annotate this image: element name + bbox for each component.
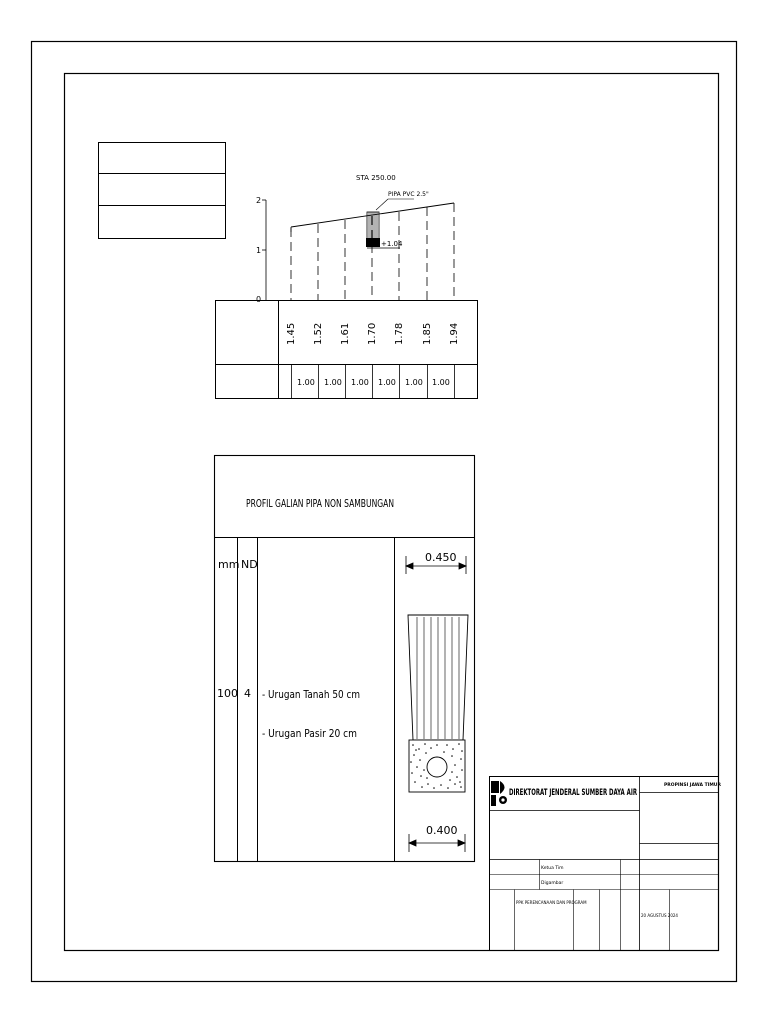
depth-label: 1.52 [313, 322, 324, 345]
depth-label: 1.85 [422, 322, 433, 345]
station-lines [291, 203, 454, 300]
depth-label: 1.70 [367, 322, 378, 345]
top-width-label: 0.450 [425, 551, 457, 564]
distance-labels [297, 378, 450, 387]
pipe-label: PIPA PVC 2.5" [388, 191, 429, 198]
bottom-width-label: 0.400 [426, 824, 458, 837]
province-name: PROPINSI JAWA TIMUR [664, 783, 721, 788]
row1-label: Ketua Tim [541, 866, 564, 871]
row2-label: Digambar [541, 881, 564, 886]
station-label: STA 250.00 [356, 174, 396, 182]
agency-name: DIREKTORAT JENDERAL SUMBER DAYA AIR [509, 788, 638, 798]
nd-value: 4 [244, 687, 251, 700]
level-label: +1.04 [381, 240, 403, 248]
section-title: PROFIL GALIAN PIPA NON SAMBUNGAN [246, 497, 394, 510]
depth-labels [286, 323, 460, 345]
depth-label: 1.45 [286, 322, 297, 345]
pipe-circle [427, 757, 447, 777]
depth-label: 1.61 [340, 322, 351, 345]
backfill-item: - Urugan Pasir 20 cm [262, 727, 357, 740]
trench-section [408, 615, 468, 792]
distance-label: 1.00 [297, 378, 315, 387]
nd-header: ND [241, 558, 258, 571]
distance-label: 1.00 [432, 378, 450, 387]
distance-label: 1.00 [351, 378, 369, 387]
outer-border [32, 42, 737, 982]
ground-line [291, 203, 454, 227]
distance-label: 1.00 [405, 378, 423, 387]
legend-box [99, 143, 226, 239]
y-tick-1: 1 [256, 246, 262, 255]
title-block [490, 777, 719, 951]
agency-logo-icon [491, 781, 507, 806]
department-label: PPK PERENCANAAN DAN PROGRAM [516, 900, 587, 905]
profile-drawing [216, 174, 478, 399]
distance-label: 1.00 [324, 378, 342, 387]
depth-label: 1.78 [394, 322, 405, 345]
y-tick-2: 2 [256, 196, 262, 205]
mm-value: 100 [217, 687, 238, 700]
mm-header: mm [218, 558, 240, 571]
cross-section-table [215, 456, 475, 862]
y-tick-0: 0 [256, 295, 262, 304]
backfill-item: - Urugan Tanah 50 cm [262, 688, 360, 701]
drawing-date: 20 AGUSTUS 2024 [641, 913, 678, 918]
depth-label: 1.94 [449, 322, 460, 345]
distance-label: 1.00 [378, 378, 396, 387]
